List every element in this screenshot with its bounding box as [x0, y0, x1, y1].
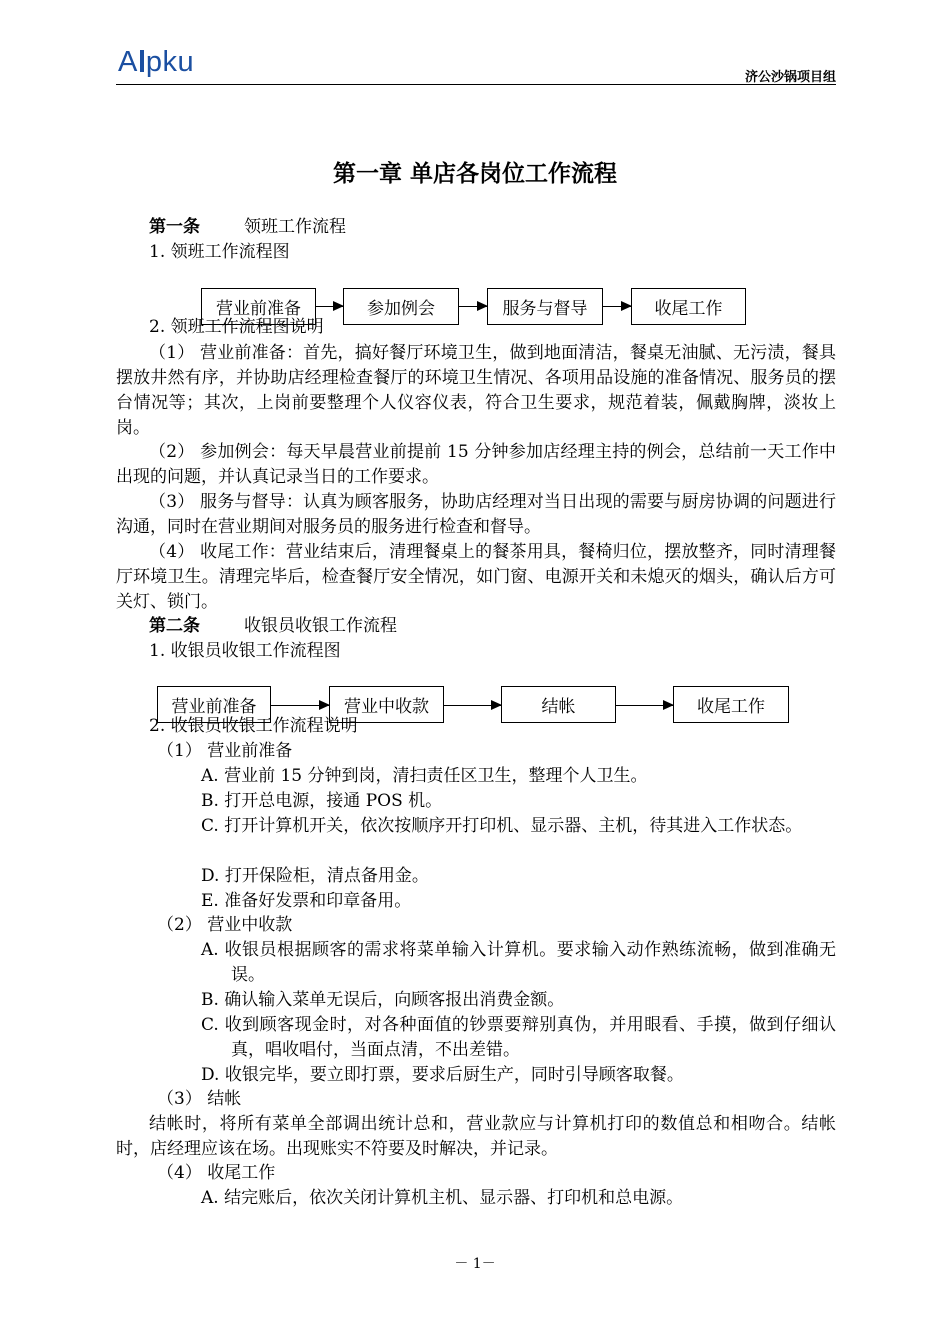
article-1-para-1: （1） 营业前准备：首先，搞好餐厅环境卫生，做到地面清洁，餐桌无油腻、无污渍，餐具摆放井然有序，并协助店经理检查餐厅的环境卫生情况、各项用品设施的准备情况、服务员的摆台情况等；其次，上岗前要整理个人仪容仪表，符合卫生要求，规范着装，佩戴胸牌，淡妆上岗。	[116, 343, 836, 438]
article-2-chart-heading: 1. 收银员收银工作流程图	[149, 641, 341, 661]
article-1-para-3: （3） 服务与督导：认真为顾客服务，协助店经理对当日出现的需要与厨房协调的问题进行沟通，同时在营业期间对服务员的服务进行检查和督导。	[116, 492, 836, 537]
flow1-step-4: 收尾工作	[631, 288, 746, 325]
logo: A pku	[118, 46, 195, 78]
section-2-item-a: A. 收银员根据顾客的需求将菜单输入计算机。要求输入动作熟练流畅，做到准确无误。	[201, 940, 836, 985]
article-1-heading: 第一条 领班工作流程	[149, 217, 346, 237]
article-2-heading: 第二条 收银员收银工作流程	[149, 616, 397, 636]
section-2-item-d: D. 收银完毕，要立即打票，要求后厨生产，同时引导顾客取餐。	[201, 1065, 684, 1085]
section-1-item-b: B. 打开总电源，接通 POS 机。	[201, 791, 443, 811]
article-1-para-4: （4） 收尾工作：营业结束后，清理餐桌上的餐茶用具，餐椅归位，摆放整齐，同时清理餐厅环境卫生。清理完毕后，检查餐厅安全情况，如门窗、电源开关和未熄灭的烟头，确认后方可关灯、锁门。	[116, 542, 836, 612]
section-4-title: （4） 收尾工作	[157, 1163, 276, 1183]
flow2-step-1: 营业前准备	[157, 686, 271, 723]
flow1-step-2: 参加例会	[343, 288, 459, 325]
flow2-step-2: 营业中收款	[329, 686, 444, 723]
section-1-item-c: C. 打开计算机开关，依次按顺序开打印机、显示器、主机，待其进入工作状态。	[201, 816, 803, 836]
section-1-item-d: D. 打开保险柜，清点备用金。	[201, 866, 429, 886]
flow2-step-4: 收尾工作	[673, 686, 789, 723]
flow1-arrow-2	[459, 306, 487, 307]
flow2-arrow-2	[444, 705, 501, 706]
section-4-item-a: A. 结完账后，依次关闭计算机主机、显示器、打印机和总电源。	[201, 1188, 684, 1208]
section-2-item-c: C. 收到顾客现金时，对各种面值的钞票要辩别真伪，并用眼看、手摸，做到仔细认真，唱收唱付，当面点清，不出差错。	[201, 1015, 836, 1060]
section-1-item-a: A. 营业前 15 分钟到岗，清扫责任区卫生，整理个人卫生。	[201, 766, 648, 786]
page-number: － 1－	[454, 1256, 496, 1272]
header-project-name: 济公沙锅项目组	[744, 70, 836, 85]
flow1-step-1: 营业前准备	[201, 288, 316, 325]
flow1-arrow-1	[316, 306, 343, 307]
flow2-arrow-3	[616, 705, 673, 706]
section-1-title: （1） 营业前准备	[157, 741, 293, 761]
flow1-arrow-3	[603, 306, 631, 307]
section-2-title: （2） 营业中收款	[157, 915, 293, 935]
chapter-title: 第一章 单店各岗位工作流程	[332, 160, 617, 187]
article-1-chart-heading: 1. 领班工作流程图	[149, 242, 290, 262]
section-3-title: （3） 结帐	[157, 1089, 242, 1109]
section-1-item-e: E. 准备好发票和印章备用。	[201, 891, 412, 911]
article-1-desc-heading: 2. 领班工作流程图说明	[149, 317, 324, 337]
flow1-step-3: 服务与督导	[487, 288, 603, 325]
header-divider	[116, 84, 836, 85]
article-2-desc-heading: 2. 收银员收银工作流程说明	[149, 716, 358, 736]
section-3-text: 结帐时，将所有菜单全部调出统计总和，营业款应与计算机打印的数值总和相吻合。结帐时，店经理应该在场。出现账实不符要及时解决，并记录。	[116, 1114, 836, 1159]
article-1-para-2: （2） 参加例会：每天早晨营业前提前 15 分钟参加店经理主持的例会，总结前一天工作中出现的问题，并认真记录当日的工作要求。	[116, 442, 836, 487]
section-2-item-b: B. 确认输入菜单无误后，向顾客报出消费金额。	[201, 990, 565, 1010]
flow2-step-3: 结帐	[501, 686, 616, 723]
flow2-arrow-1	[271, 705, 329, 706]
